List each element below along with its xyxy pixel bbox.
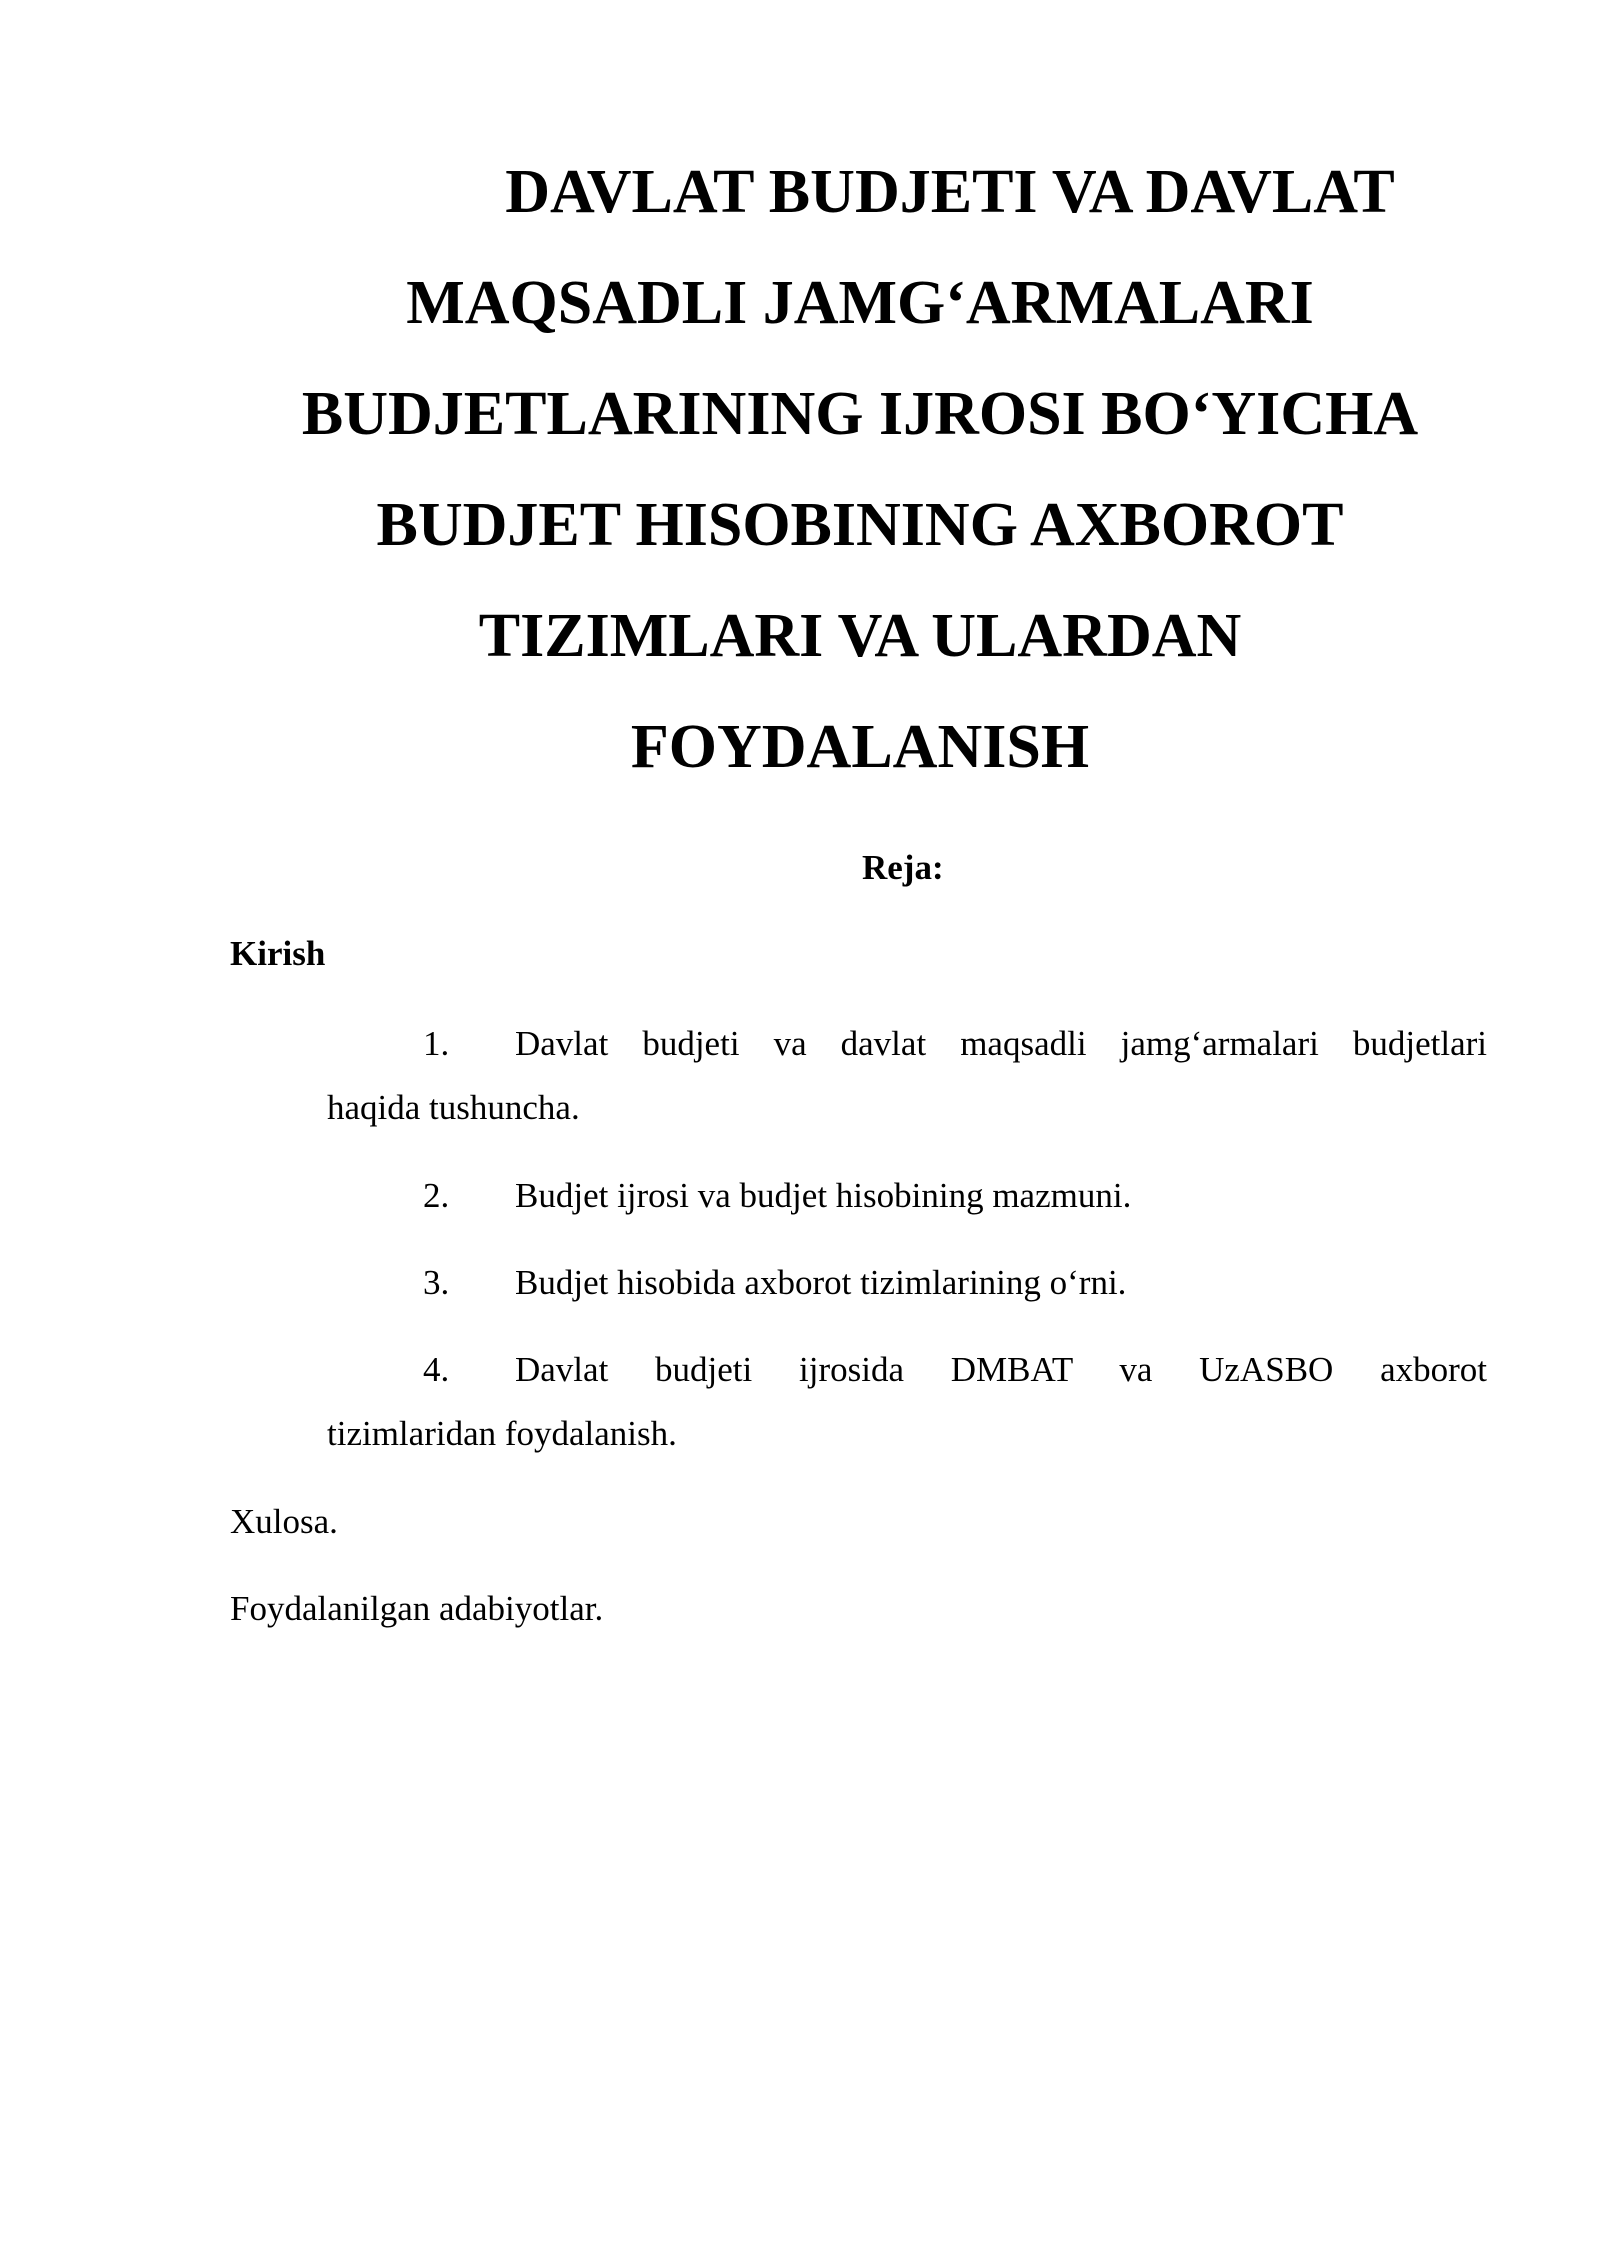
plan-item-text: Budjet hisobida axborot tizimlarining o‘rni.	[515, 1263, 1127, 1302]
plan-heading: Reja:	[862, 848, 944, 887]
plan-item-text-continued: haqida tushuncha.	[327, 1088, 580, 1127]
title-line-1: DAVLAT BUDJETI VA DAVLAT	[505, 158, 1395, 226]
plan-item-text: Davlat budjeti va davlat maqsadli jamg‘armalari budjetlari	[515, 1024, 1487, 1063]
plan-item-number: 1.	[423, 1024, 450, 1063]
references-line: Foydalanilgan adabiyotlar.	[230, 1589, 604, 1628]
plan-item-text-continued: tizimlaridan foydalanish.	[327, 1414, 677, 1453]
plan-item-number: 2.	[423, 1176, 450, 1215]
plan-item-text: Davlat budjeti ijrosida DMBAT va UzASBO axborot	[515, 1350, 1487, 1389]
title-line-3: BUDJETLARINING IJROSI BO‘YICHA	[301, 380, 1419, 448]
intro-heading: Kirish	[230, 934, 326, 973]
conclusion-line: Xulosa.	[230, 1502, 338, 1541]
title-line-2: MAQSADLI JAMG‘ARMALARI	[406, 269, 1314, 337]
plan-item-text: Budjet ijrosi va budjet hisobining mazmuni.	[515, 1176, 1132, 1215]
plan-item-number: 3.	[423, 1263, 450, 1302]
title-line-6: FOYDALANISH	[630, 713, 1090, 781]
title-line-4: BUDJET HISOBINING AXBOROT	[376, 491, 1344, 559]
plan-item-number: 4.	[423, 1350, 450, 1389]
title-line-5: TIZIMLARI VA ULARDAN	[478, 602, 1242, 670]
